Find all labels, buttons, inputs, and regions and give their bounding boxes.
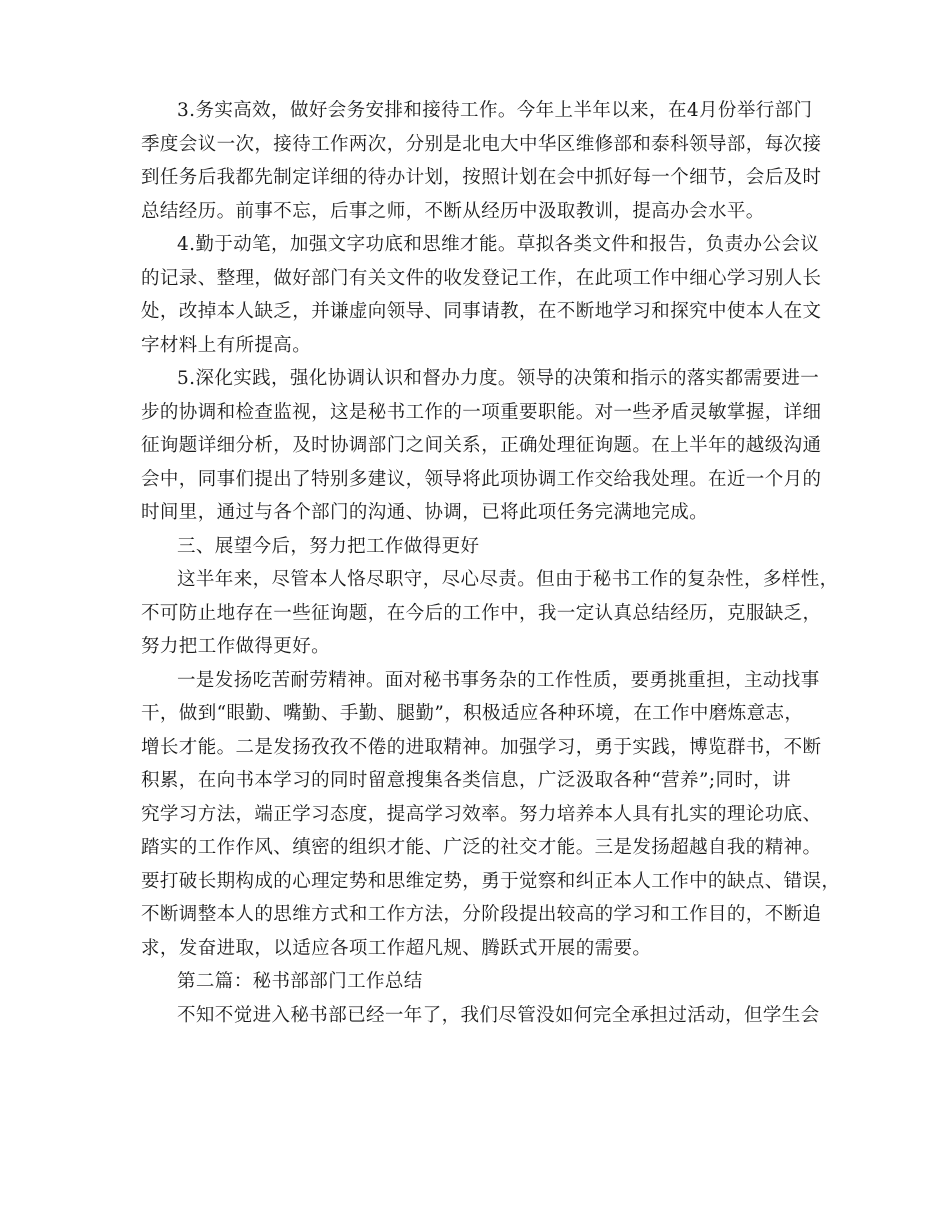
- text-line: 5.深化实践，强化协调认识和督办力度。领导的决策和指示的落实都需要进一: [177, 368, 820, 389]
- text-line: 不可防止地存在一些征询题，在今后的工作中，我一定认真总结经历，克服缺乏，: [141, 602, 822, 624]
- text-line: 第二篇：秘书部部门工作总结: [177, 971, 423, 992]
- text-line: 一是发扬吃苦耐劳精神。面对秘书事务杂的工作性质，要勇挑重担，主动找事: [177, 669, 820, 691]
- text-line: 努力把工作做得更好。: [141, 636, 331, 657]
- text-line: 不知不觉进入秘书部已经一年了，我们尽管没如何完全承担过活动，但学生会: [177, 1004, 820, 1026]
- text-line: 时间里，通过与各个部门的沟通、协调，已将此项任务完满地完成。: [141, 502, 709, 523]
- text-line: 季度会议一次，接待工作两次，分别是北电大中华区维修部和泰科领导部，每次接: [141, 133, 822, 155]
- text-line: 这半年来，尽管本人恪尽职守，尽心尽责。但由于秘书工作的复杂性，多样性，: [177, 569, 839, 590]
- text-line: 字材料上有所提高。: [141, 334, 312, 356]
- text-line: 三、展望今后，努力把工作做得更好: [177, 535, 480, 557]
- text-line: 会中，同事们提出了特别多建议，领导将此项协调工作交给我处理。在近一个月的: [141, 468, 822, 490]
- text-line: 究学习方法，端正学习态度，提高学习效率。努力培养本人具有扎实的理论功底、: [141, 803, 822, 825]
- text-line: 求，发奋进取，以适应各项工作超凡规、腾跃式开展的需要。: [141, 937, 652, 959]
- text-line: 干，做到“眼勤、嘴勤、手勤、腿勤”，积极适应各种环境，在工作中磨炼意志，: [141, 703, 804, 724]
- text-line: 总结经历。前事不忘，后事之师，不断从经历中汲取教训，提高办会水平。: [141, 200, 765, 222]
- text-line: 征询题详细分析，及时协调部门之间关系，正确处理征询题。在上半年的越级沟通: [141, 435, 822, 456]
- text-line: 积累，在向书本学习的同时留意搜集各类信息，广泛汲取各种“营养”;同时，讲: [141, 770, 792, 791]
- document-body: [141, 94, 841, 1032]
- text-line: 要打破长期构成的心理定势和思维定势，勇于觉察和纠正本人工作中的缺点、错误，: [141, 870, 841, 892]
- text-line: 的记录、整理，做好部门有关文件的收发登记工作，在此项工作中细心学习别人长: [141, 267, 822, 289]
- text-line: 不断调整本人的思维方式和工作方法，分阶段提出较高的学习和工作目的，不断追: [141, 904, 822, 925]
- text-line: 4.勤于动笔，加强文字功底和思维才能。草拟各类文件和报告，负责办公会议: [177, 234, 820, 255]
- text-line: 增长才能。二是发扬孜孜不倦的进取精神。加强学习，勇于实践，博览群书，不断: [141, 736, 822, 758]
- text-line: 处，改掉本人缺乏，并谦虚向领导、同事请教，在不断地学习和探究中使本人在文: [141, 301, 822, 322]
- text-line: 3.务实高效，做好会务安排和接待工作。今年上半年以来，在4月份举行部门: [177, 100, 813, 121]
- text-line: 踏实的工作作风、缜密的组织才能、广泛的社交才能。三是发扬超越自我的精神。: [141, 837, 822, 858]
- text-line: 步的协调和检查监视，这是秘书工作的一项重要职能。对一些矛盾灵敏掌握，详细: [141, 401, 822, 423]
- text-line: 到任务后我都先制定详细的待办计划，按照计划在会中抓好每一个细节，会后及时: [141, 167, 822, 188]
